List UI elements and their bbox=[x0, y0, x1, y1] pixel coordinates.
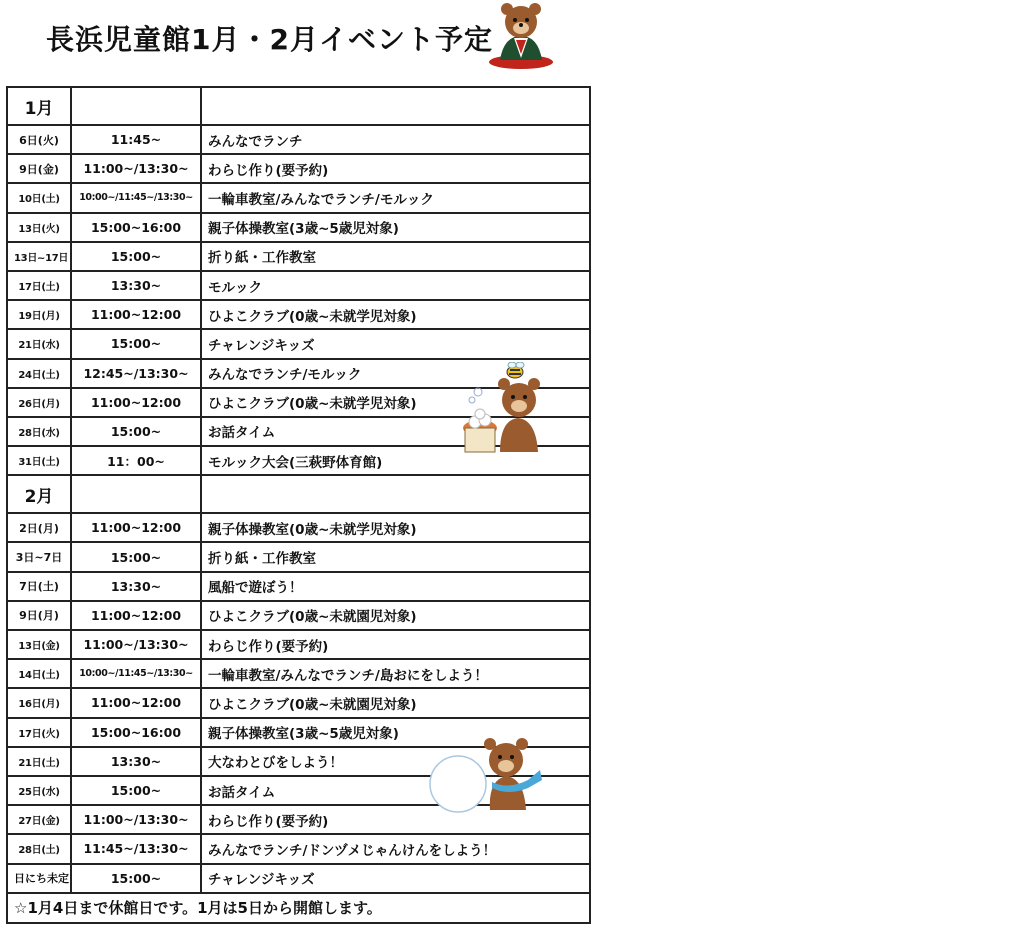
event-name: お話タイム bbox=[201, 776, 590, 805]
event-date: 9日(金) bbox=[7, 154, 71, 183]
event-time: 11:00~/13:30~ bbox=[71, 154, 201, 183]
month-label: 1月 bbox=[7, 87, 71, 125]
event-name: ひよこクラブ(0歳~未就学児対象) bbox=[201, 300, 590, 329]
table-row bbox=[7, 271, 590, 300]
note-row bbox=[7, 893, 590, 923]
event-name: チャレンジキッズ bbox=[201, 329, 590, 358]
event-date: 17日(土) bbox=[7, 271, 71, 300]
event-date: 7日(土) bbox=[7, 572, 71, 601]
event-time: 15:00~ bbox=[71, 542, 201, 571]
event-name: 一輪車教室/みんなでランチ/島おにをしよう！ bbox=[201, 659, 590, 688]
table-row bbox=[7, 329, 590, 358]
event-time: 11:45~ bbox=[71, 125, 201, 154]
event-time: 15:00~16:00 bbox=[71, 213, 201, 242]
event-name: わらじ作り(要予約) bbox=[201, 805, 590, 834]
event-name: モルック bbox=[201, 271, 590, 300]
table-row bbox=[7, 572, 590, 601]
bear-snowman-icon bbox=[428, 734, 546, 814]
event-name: ひよこクラブ(0歳~未就園児対象) bbox=[201, 688, 590, 717]
event-time: 15:00~ bbox=[71, 329, 201, 358]
table-row bbox=[7, 630, 590, 659]
event-time: 11:00~12:00 bbox=[71, 388, 201, 417]
table-row bbox=[7, 542, 590, 571]
table-row bbox=[7, 183, 590, 212]
event-date: 19日(月) bbox=[7, 300, 71, 329]
event-date: 14日(土) bbox=[7, 659, 71, 688]
month-time-cell bbox=[71, 475, 201, 513]
event-time: 11：00~ bbox=[71, 446, 201, 475]
event-time: 13:30~ bbox=[71, 572, 201, 601]
event-date: 13日~17日 bbox=[7, 242, 71, 271]
table-row bbox=[7, 513, 590, 542]
event-date: 3日~7日 bbox=[7, 542, 71, 571]
event-time: 11:00~12:00 bbox=[71, 300, 201, 329]
event-date: 21日(水) bbox=[7, 329, 71, 358]
bear-kimono-icon bbox=[486, 2, 556, 70]
event-time: 10:00~/11:45~/13:30~ bbox=[71, 659, 201, 688]
event-name: お話タイム bbox=[201, 417, 590, 446]
table-row bbox=[7, 688, 590, 717]
event-time: 12:45~/13:30~ bbox=[71, 359, 201, 388]
event-date: 10日(土) bbox=[7, 183, 71, 212]
event-name: 親子体操教室(3歳~5歳児対象) bbox=[201, 718, 590, 747]
event-date: 16日(月) bbox=[7, 688, 71, 717]
event-name: 親子体操教室(3歳~5歳児対象) bbox=[201, 213, 590, 242]
event-date: 26日(月) bbox=[7, 388, 71, 417]
event-time: 15:00~16:00 bbox=[71, 718, 201, 747]
event-time: 11:00~/13:30~ bbox=[71, 805, 201, 834]
event-time: 10:00~/11:45~/13:30~ bbox=[71, 183, 201, 212]
event-date: 9日(月) bbox=[7, 601, 71, 630]
event-date: 21日(土) bbox=[7, 747, 71, 776]
month-header-row bbox=[7, 475, 590, 513]
event-time: 15:00~ bbox=[71, 864, 201, 893]
table-row bbox=[7, 601, 590, 630]
month-event-cell bbox=[201, 475, 590, 513]
event-date: 17日(火) bbox=[7, 718, 71, 747]
event-name: 親子体操教室(0歳~未就学児対象) bbox=[201, 513, 590, 542]
event-name: わらじ作り(要予約) bbox=[201, 630, 590, 659]
table-row bbox=[7, 300, 590, 329]
table-row bbox=[7, 242, 590, 271]
event-name: みんなでランチ/モルック bbox=[201, 359, 590, 388]
event-name: チャレンジキッズ bbox=[201, 864, 590, 893]
event-date: 6日(火) bbox=[7, 125, 71, 154]
event-name: みんなでランチ/ドンヅメじゃんけんをしよう！ bbox=[201, 834, 590, 863]
event-date: 日にち未定 bbox=[7, 864, 71, 893]
event-name: 一輪車教室/みんなでランチ/モルック bbox=[201, 183, 590, 212]
event-name: 大なわとびをしよう！ bbox=[201, 747, 590, 776]
table-row bbox=[7, 125, 590, 154]
event-time: 11:00~/13:30~ bbox=[71, 630, 201, 659]
event-time: 15:00~ bbox=[71, 776, 201, 805]
month-header-row bbox=[7, 87, 590, 125]
bear-bee-icon bbox=[460, 362, 548, 460]
page-title: 長浜児童館1月・2月イベント予定 bbox=[46, 23, 493, 56]
event-name: みんなでランチ bbox=[201, 125, 590, 154]
event-name: わらじ作り(要予約) bbox=[201, 154, 590, 183]
event-date: 28日(水) bbox=[7, 417, 71, 446]
event-time: 15:00~ bbox=[71, 417, 201, 446]
month-event-cell bbox=[201, 87, 590, 125]
table-row bbox=[7, 864, 590, 893]
event-date: 31日(土) bbox=[7, 446, 71, 475]
event-date: 25日(水) bbox=[7, 776, 71, 805]
event-name: ひよこクラブ(0歳~未就学児対象) bbox=[201, 388, 590, 417]
table-row bbox=[7, 154, 590, 183]
event-date: 2日(月) bbox=[7, 513, 71, 542]
event-date: 28日(土) bbox=[7, 834, 71, 863]
event-name: 折り紙・工作教室 bbox=[201, 242, 590, 271]
event-name: モルック大会(三萩野体育館) bbox=[201, 446, 590, 475]
closure-note: ☆1月4日まで休館日です。1月は5日から開館します。 bbox=[7, 893, 590, 923]
event-date: 24日(土) bbox=[7, 359, 71, 388]
month-label: 2月 bbox=[7, 475, 71, 513]
event-date: 13日(火) bbox=[7, 213, 71, 242]
event-time: 13:30~ bbox=[71, 271, 201, 300]
table-row bbox=[7, 834, 590, 863]
event-name: ひよこクラブ(0歳~未就園児対象) bbox=[201, 601, 590, 630]
month-time-cell bbox=[71, 87, 201, 125]
event-time: 11:00~12:00 bbox=[71, 688, 201, 717]
table-row bbox=[7, 213, 590, 242]
event-time: 11:00~12:00 bbox=[71, 513, 201, 542]
event-name: 折り紙・工作教室 bbox=[201, 542, 590, 571]
event-date: 13日(金) bbox=[7, 630, 71, 659]
event-date: 27日(金) bbox=[7, 805, 71, 834]
event-time: 13:30~ bbox=[71, 747, 201, 776]
event-time: 15:00~ bbox=[71, 242, 201, 271]
table-row bbox=[7, 659, 590, 688]
event-name: 風船で遊ぼう！ bbox=[201, 572, 590, 601]
event-time: 11:00~12:00 bbox=[71, 601, 201, 630]
event-time: 11:45~/13:30~ bbox=[71, 834, 201, 863]
